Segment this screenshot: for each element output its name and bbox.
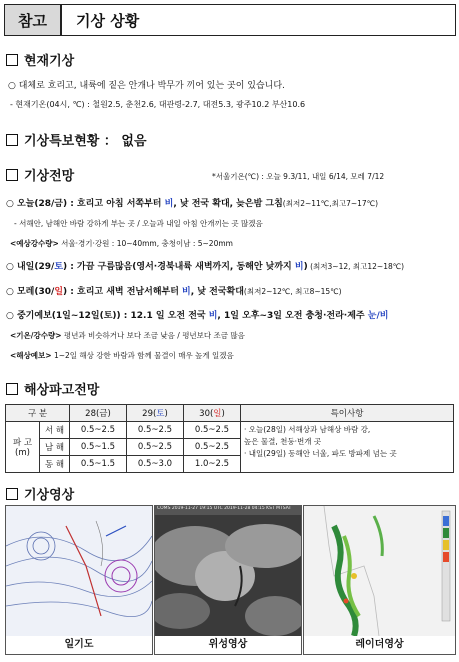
wave-date-header: 28(금): [70, 405, 127, 422]
header-tag: 참고: [5, 5, 62, 35]
forecast-day-after: ○ 모레(30/일) : 흐리고 새벽 전남서해부터 비, 낮 전국확대(최저2~12℃, 최고8~15℃): [6, 287, 342, 297]
temp-precip-outlook: <기온/강수량> 평년과 비슷하거나 보다 조금 낮음 / 평년보다 조금 많음: [10, 331, 245, 340]
wave-value: 1.0~2.5: [184, 456, 241, 473]
forecast-midterm: ○ 중기예보(1일~12일(토)) : 12.1 일 오전 전국 비, 1일 오후~3일 오전 충청·전라·제주 눈/비: [6, 311, 389, 321]
section-box-icon: [6, 383, 18, 395]
wave-table: [5, 404, 454, 473]
wave-date-header: 29(토): [127, 405, 184, 422]
weather-map-image: [5, 505, 153, 637]
wave-heading: 해상파고전망: [6, 379, 99, 398]
imagery-heading: 기상영상: [6, 484, 74, 503]
report-header: [4, 4, 456, 36]
wave-value: 0.5~2.5: [70, 422, 127, 439]
seoul-temp-note: *서울기온(℃) : 오늘 9.3/11, 내일 6/14, 모레 7/12: [212, 172, 385, 181]
satellite-caption: 위성영상: [154, 636, 302, 655]
wave-value: 0.5~2.5: [184, 422, 241, 439]
current-weather-heading: 현재기상: [6, 50, 74, 69]
special-warning-heading: 기상특보현황 ： 없음: [6, 130, 147, 149]
satellite-graphic: [155, 506, 301, 636]
sea-name: 동 해: [40, 456, 70, 473]
forecast-tomorrow: ○ 내일(29/토) : 가끔 구름많음(영서·경북내륙 새벽까지, 동해안 낮까지 비) (최저3~12, 최고12~18℃): [6, 262, 405, 272]
forecast-today: ○ 오늘(28/금) : 흐리고 아침 서쪽부터 비, 낮 전국 확대, 늦은밤 그침(최저2~11℃,최고7~17℃): [6, 199, 379, 209]
wave-date-header: 30(일): [184, 405, 241, 422]
forecast-today-sub: - 서해안, 남해안 바람 강하게 부는 곳 / 오늘과 내일 아침 안개끼는 곳 많겠음: [14, 219, 263, 228]
forecast-heading: 기상전망: [6, 165, 74, 184]
weather-map-caption: 일기도: [5, 636, 153, 655]
wave-row-label: 파 고 (m): [6, 422, 40, 473]
radar-image: [303, 505, 456, 637]
weather-map-graphic: [6, 506, 152, 636]
wave-notes: · 오늘(28일) 서해상과 남해상 바람 강, 높은 물결, 천둥·번개 곳 · 내일(29일) 동해안 너울, 파도 방파제 넘는 곳: [241, 422, 454, 473]
table-row: [6, 422, 454, 439]
wave-col-division: 구 분: [6, 405, 70, 422]
wave-value: 0.5~2.5: [127, 439, 184, 456]
wave-col-notes: 특이사항: [241, 405, 454, 422]
expected-rainfall: <예상강수량> 서울·경기·강원 : 10~40mm, 충청이남 : 5~20mm: [10, 239, 233, 248]
wave-value: 0.5~2.5: [127, 422, 184, 439]
section-box-icon: [6, 488, 18, 500]
current-temperatures: - 현재기온(04시, ℃) : 철원2.5, 춘천2.6, 대관령-2.7, 대전5.3, 광주10.2 부산10.6: [10, 100, 306, 109]
wave-value: 0.5~3.0: [127, 456, 184, 473]
current-summary: ○ 대체로 흐리고, 내륙에 짙은 안개나 박무가 끼어 있는 곳이 있습니다.: [8, 81, 285, 91]
section-box-icon: [6, 54, 18, 66]
wave-value: 0.5~2.5: [184, 439, 241, 456]
satellite-image: [154, 505, 302, 637]
wave-value: 0.5~1.5: [70, 439, 127, 456]
wave-value: 0.5~1.5: [70, 456, 127, 473]
radar-caption: 레이더영상: [303, 636, 456, 655]
sea-name: 남 해: [40, 439, 70, 456]
radar-graphic: [304, 506, 455, 636]
satellite-banner: COMS 2019-11-27 19:15 UTC 2019-11-28 04:15 KST MTSAT: [157, 506, 292, 511]
sea-forecast: <해상예보> 1~2일 해상 강한 바람과 함께 물결이 매우 높게 일겠음: [10, 351, 234, 360]
section-box-icon: [6, 134, 18, 146]
header-title: 기상 상황: [76, 11, 140, 30]
section-box-icon: [6, 169, 18, 181]
sea-name: 서 해: [40, 422, 70, 439]
